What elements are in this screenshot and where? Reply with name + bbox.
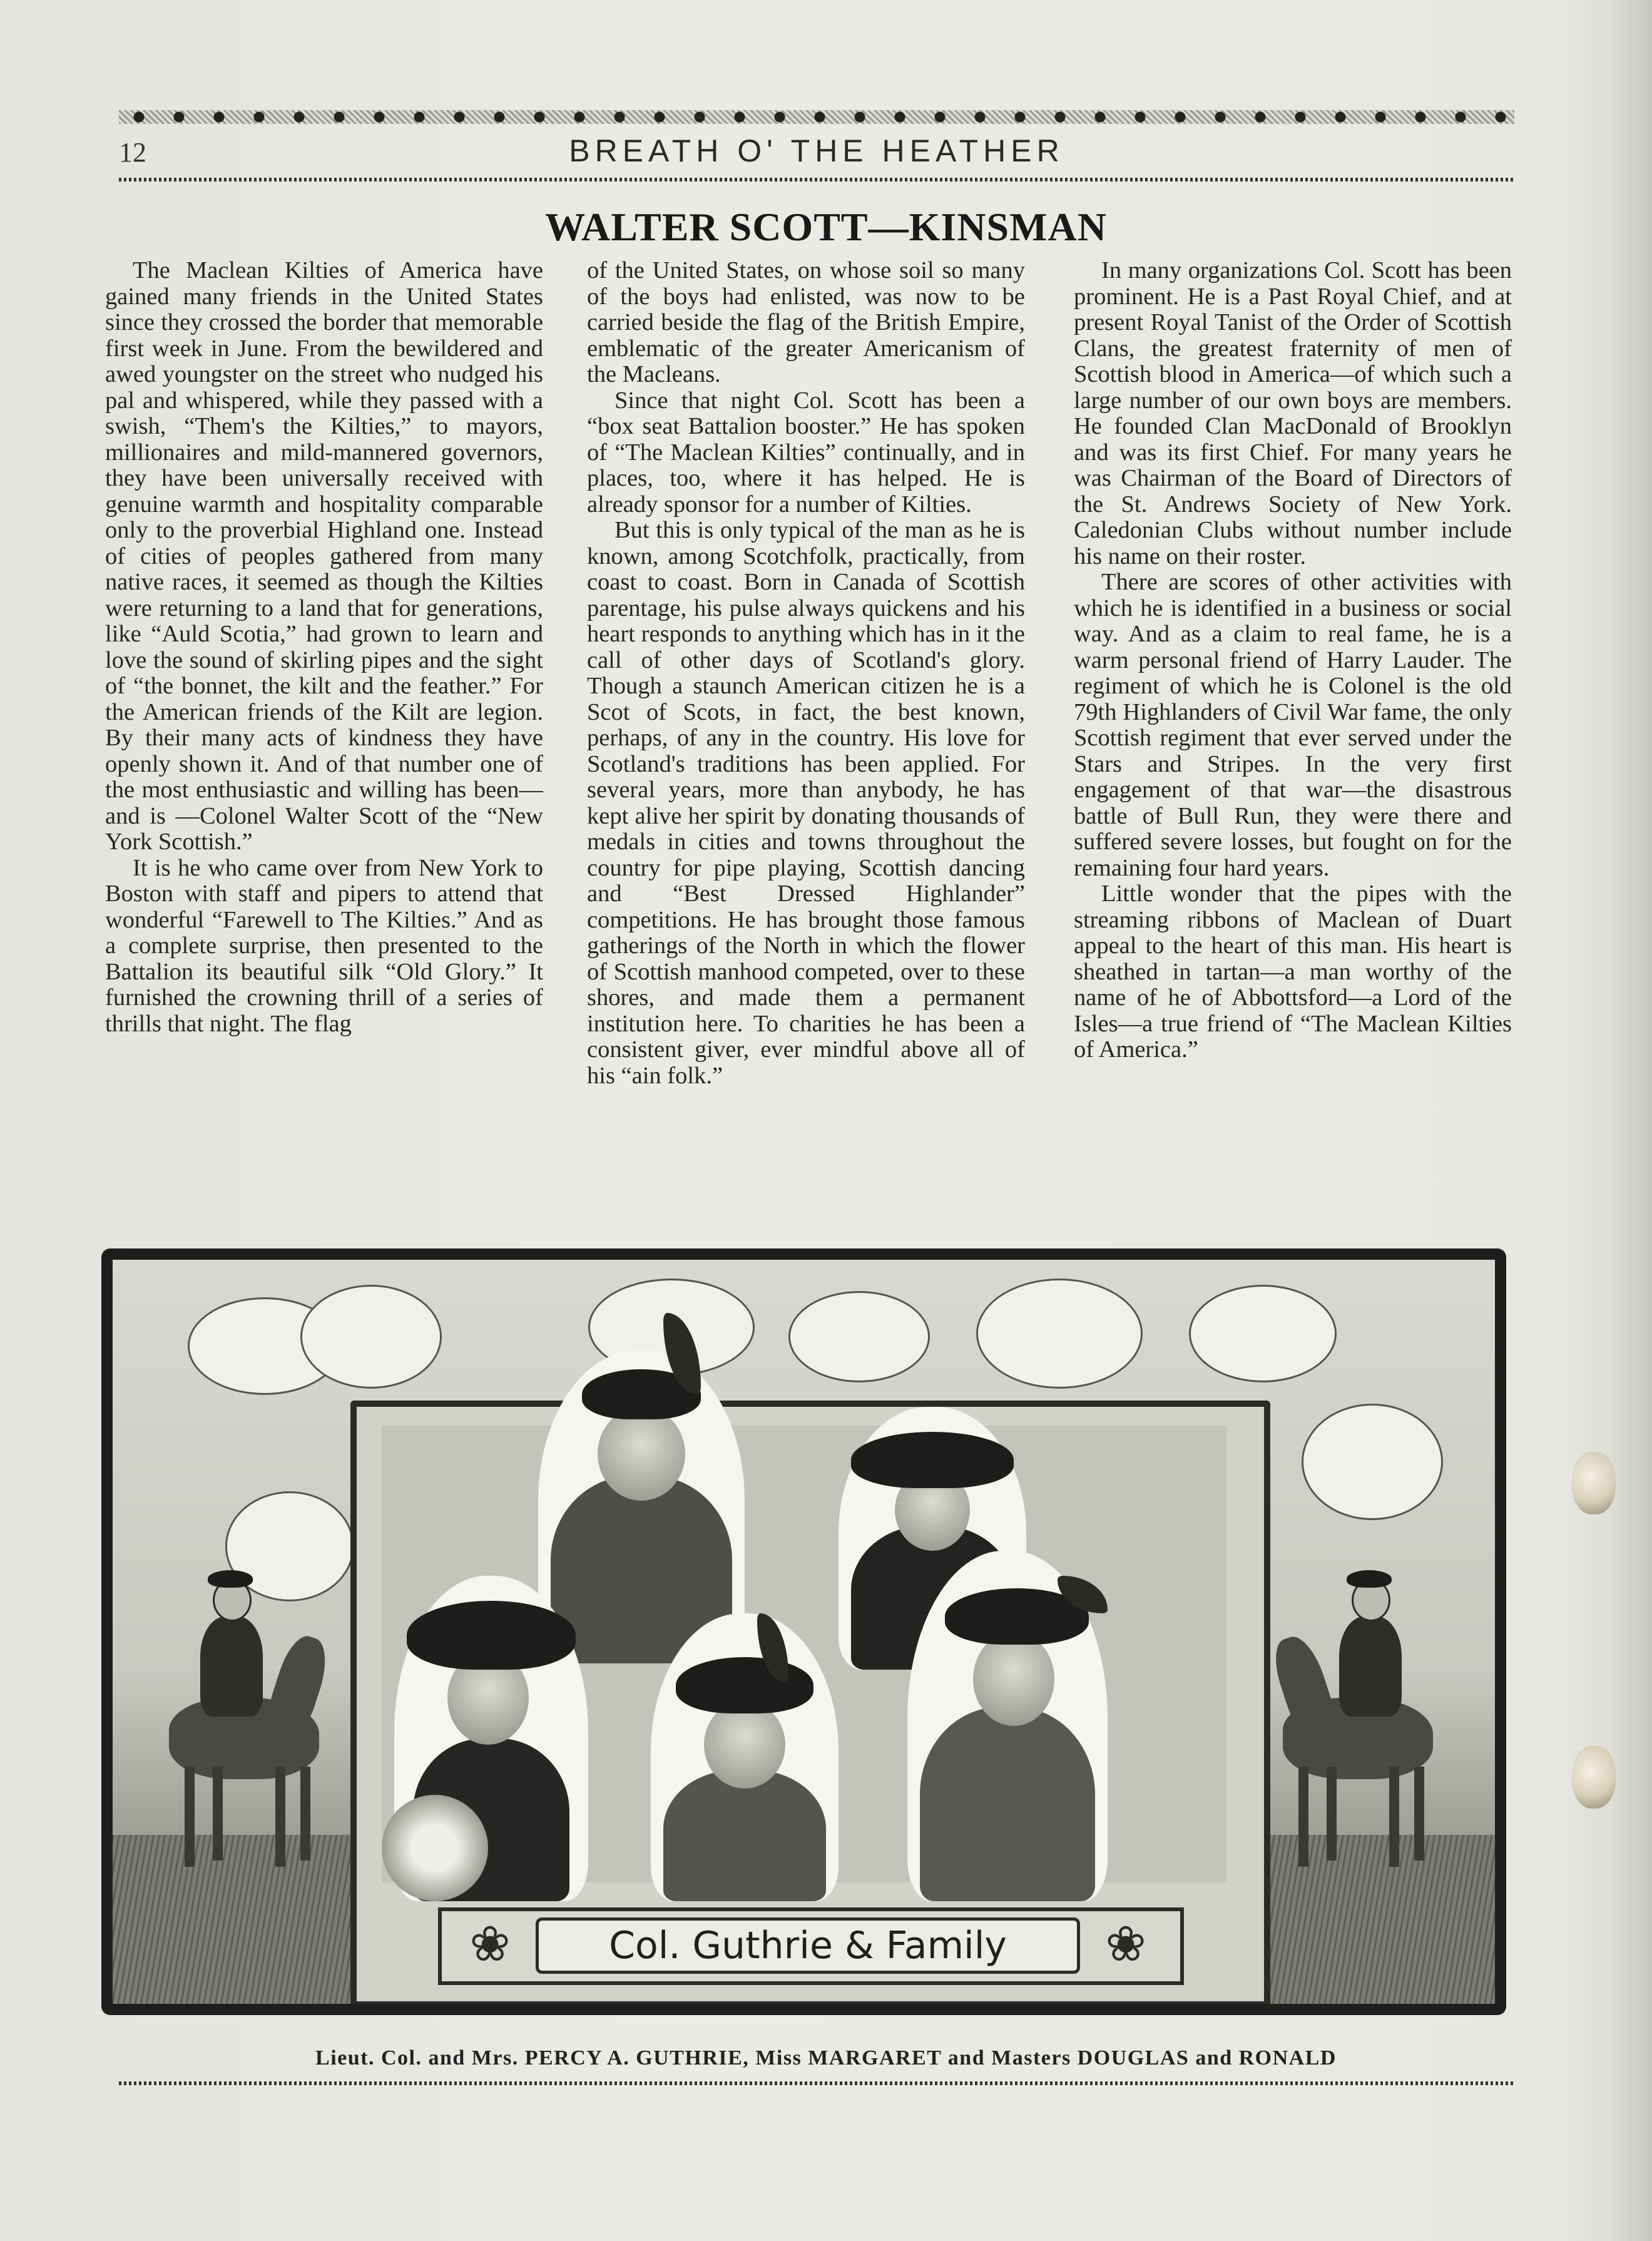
text-column-3	[1074, 258, 1512, 1063]
cloud	[300, 1285, 442, 1389]
family-photo-plate	[101, 1248, 1506, 2015]
decorative-border-top	[119, 110, 1514, 124]
page-number: 12	[119, 137, 146, 168]
article-body	[105, 258, 1523, 1209]
photo-master-douglas	[651, 1613, 839, 1901]
footer-rule	[119, 2081, 1514, 2085]
binding-hole	[1572, 1452, 1616, 1514]
family-photograph	[350, 1401, 1270, 2004]
photo-caption: Lieut. Col. and Mrs. PERCY A. GUTHRIE, Miss MARGARET and Masters DOUGLAS and RONALD	[315, 2046, 1337, 2070]
text-column-2	[587, 258, 1025, 1089]
paragraph: But this is only typical of the man as he is known, among Scotchfolk, practically, from coast to coast. Born in Canada of Scottish parentage, his pulse always quickens and his heart responds to anything which has in it the call of other days of Scotland's glory. Though a staunch American citizen he is a Scot of Scots, in fact, the best known, perhaps, of any in the country. His love for Scotland's traditions has been applied. For several years, more than anybody, he has kept alive her spirit by donating thousands of medals in cities and towns throughout the country for pipe playing, Scottish dancing and “Best Dressed Highlander” competitions. He has brought those famous gatherings of the North in which the flower of Scottish manhood competed, over to these shores, and made them a permanent institution here. To charities he has been a consistent giver, ever mindful above all of his “ain folk.”	[587, 517, 1025, 1089]
photo-label-banner	[438, 1907, 1184, 1985]
cloud	[788, 1291, 930, 1382]
photo-master-ronald	[907, 1551, 1108, 1901]
running-header	[119, 133, 1514, 173]
paragraph: The Maclean Kilties of America have gained many friends in the United States since they crossed the border that memorable first week in June. From the bewildered and awed youngster on the street who nudged his pal and whispered, while they passed with a swish, “Them's the Kilties,” to mayors, millionaires and mild-mannered governors, they have been universally received with genuine warmth and hospitality comparable only to the proverbial Highland one. Instead of cities of peoples gathered from many native races, it seemed as though the Kilties were returning to a land that for generations, like “Auld Scotia,” had grown to learn and love the sound of skirling pipes and the sight of “the bonnet, the kilt and the feather.” For the American friends of the Kilt are legion. By their many acts of kindness they have openly shown it. And of that number one of the most enthusiastic and willing has been—and is —Colonel Walter Scott of the “New York Scottish.”	[105, 257, 543, 855]
paragraph: of the United States, on whose soil so many of the boys had enlisted, was now to be carried beside the flag of the British Empire, emblematic of the greater Americanism of the Macleans.	[587, 257, 1025, 387]
paragraph: In many organizations Col. Scott has been prominent. He is a Past Royal Chief, and at present Royal Tanist of the Order of Scottish Clans, the greatest fraternity of men of Scottish blood in America—of which such a large number of our own boys are members. He founded Clan MacDonald of Brooklyn and was its first Chief. For many years he was Chairman of the Board of Directors of the St. Andrews Society of New York. Caledonian Clubs without number include his name on their roster.	[1074, 257, 1512, 569]
photo-label: Col. Guthrie & Family	[536, 1917, 1080, 1974]
magazine-title: BREATH O' THE HEATHER	[569, 133, 1064, 168]
cloud	[1302, 1404, 1443, 1520]
cloud	[1189, 1285, 1337, 1382]
photo-miss-margaret	[394, 1576, 588, 1901]
illustrated-background	[113, 1260, 1495, 2004]
header-rule	[119, 178, 1514, 181]
cloud	[976, 1279, 1143, 1389]
highland-rider-left	[150, 1548, 338, 1873]
binding-hole	[1572, 1746, 1616, 1809]
paragraph: Little wonder that the pipes with the streaming ribbons of Maclean of Duart appeal to the heart of this man. His heart is sheathed in tartan—a man worthy of the name of he of Abbottsford—a Lord of the Isles—a true friend of “The Maclean Kilties of America.”	[1074, 881, 1512, 1063]
highland-rider-right	[1264, 1548, 1452, 1873]
paragraph: It is he who came over from New York to Boston with staff and pipers to attend that wonderful “Farewell to The Kilties.” And as a complete surprise, then presented to the Battalion its beautiful silk “Old Glory.” It furnished the crowning thrill of a series of thrills that night. The flag	[105, 854, 543, 1037]
text-column-1	[105, 258, 543, 1037]
article-title: WALTER SCOTT—KINSMAN	[545, 205, 1107, 249]
thistle-icon: ❀	[1105, 1917, 1146, 1971]
paragraph: There are scores of other activities with which he is identified in a business or social way. And as a claim to real fame, he is a warm personal friend of Harry Lauder. The regiment of which he is Colonel is the old 79th Highlanders of Civil War fame, the only Scottish regiment that ever served under the Stars and Stripes. In the very first engagement of that war—the disastrous battle of Bull Run, they were there and suffered severe losses, but fought on for the remaining four hard years.	[1074, 569, 1512, 881]
thistle-icon: ❀	[469, 1917, 511, 1971]
paragraph: Since that night Col. Scott has been a “box seat Battalion booster.” He has spoken of “The Maclean Kilties” continually, and in places, too, where it has helped. He is already sponsor for a number of Kilties.	[587, 387, 1025, 518]
page-edge-shadow	[1608, 0, 1652, 2241]
